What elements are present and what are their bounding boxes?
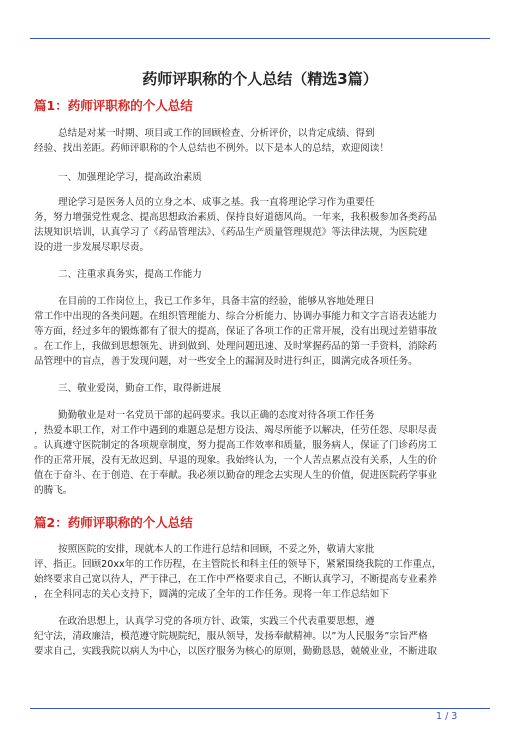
paragraph-line: 务，努力增强党性观念、提高思想政治素质、保持良好道德风尚。一年来，我积极参加各类药品	[34, 212, 437, 223]
paragraph-line: 总结是对某一时期、项目或工作的回顾检查、分析评价，以肯定成绩、得到	[58, 128, 375, 139]
footer-rule	[30, 708, 490, 709]
subheading: 三、敬业爱岗，勤奋工作，取得新进展	[58, 383, 222, 394]
subheading: 二、注重求真务实，提高工作能力	[58, 269, 202, 280]
section-heading-2: 篇2：药师评职称的个人总结	[34, 515, 193, 530]
section-heading-1: 篇1：药师评职称的个人总结	[34, 98, 193, 113]
paragraph-line: 。在工作上，我做到思想领先、讲到做到、处理问题迅速、及时掌握药品的第一手资料，消除药	[34, 341, 437, 352]
paragraph-line: 常工作中出现的各类问题。在组织管理能力、综合分析能力、协调办事能力和文字言语表达能力	[34, 311, 437, 322]
paragraph-line: 勤勤敬业是对一名党员干部的起码要求。我以正确的态度对待各项工作任务	[58, 410, 375, 421]
paragraph-line: 评、指正。回顾20xx年的工作历程，在主管院长和科主任的领导下，紧紧围绕我院的工作重点，	[34, 559, 442, 570]
subheading: 一、加强理论学习，提高政治素质	[58, 172, 202, 183]
paragraph-line: 纪守法，清政廉洁，模范遵守院规院纪，服从领导，发扬奉献精神。以”为人民服务”宗旨严格	[34, 631, 428, 642]
paragraph-line: 按照医院的安排，现就本人的工作进行总结和回顾，不妥之外，敬请大家批	[58, 544, 375, 555]
paragraph-line: 的腾飞。	[34, 485, 73, 496]
paragraph-line: ，在全科同志的关心支持下，圆满的完成了全年的工作任务。现将一年工作总结如下	[34, 589, 389, 600]
paragraph-line: 作的正常开展，没有无故迟到、早退的现象。我始终认为，一个人苦点累点没有关系，人生的价	[34, 455, 437, 466]
page-indicator: 1 / 3	[436, 711, 458, 722]
paragraph-line: 经验、找出差距。药师评职称的个人总结也不例外。以下是本人的总结，欢迎阅读！	[34, 143, 389, 154]
paragraph-line: 等方面，经过多年的锻炼都有了很大的提高，保证了各项工作的正常开展，没有出现过差错事故	[34, 326, 437, 337]
paragraph-line: 设的进一步发展尽职尽责。	[34, 242, 150, 253]
paragraph-line: ，热爱本职工作，对工作中遇到的难题总是想方设法、竭尽所能予以解决，任劳任怨、尽职尽责	[34, 425, 437, 436]
header-rule	[30, 38, 490, 39]
paragraph-line: 理论学习是医务人员的立身之本、成事之基。我一直将理论学习作为重要任	[58, 197, 375, 208]
paragraph-line: 值在于奋斗、在于创造、在于奉献。我必须以勤奋的理念去实现人生的价值，促进医院药学事业	[34, 470, 437, 481]
paragraph-line: 在目前的工作岗位上，我已工作多年，具备丰富的经验，能够从容地处理日	[58, 296, 375, 307]
paragraph-line: 品管理中的盲点，善于发现问题，对一些安全上的漏洞及时进行纠正，圆满完成各项任务。	[34, 356, 418, 367]
paragraph-line: 始终要求自己宽以待人，严于律己，在工作中严格要求自己，不断认真学习，不断提高专业素养	[34, 574, 437, 585]
paragraph-line: 在政治思想上，认真学习党的各项方针、政策，实践三个代表重要思想，遵	[58, 616, 375, 627]
paragraph-line: 法规知识培训，认真学习了《药品管理法》、《药品生产质量管理规范》等法律法规，为医院建	[34, 227, 428, 238]
paragraph-line: 。认真遵守医院制定的各项规章制度，努力提高工作效率和质量，服务病人，保证了门诊药房工	[34, 440, 437, 451]
document-title: 药师评职称的个人总结（精选3篇）	[142, 70, 378, 88]
paragraph-line: 要求自己，实践我院以病人为中心，以医疗服务为核心的原则，勤勤恳恳，兢兢业业，不断进取	[34, 646, 437, 657]
